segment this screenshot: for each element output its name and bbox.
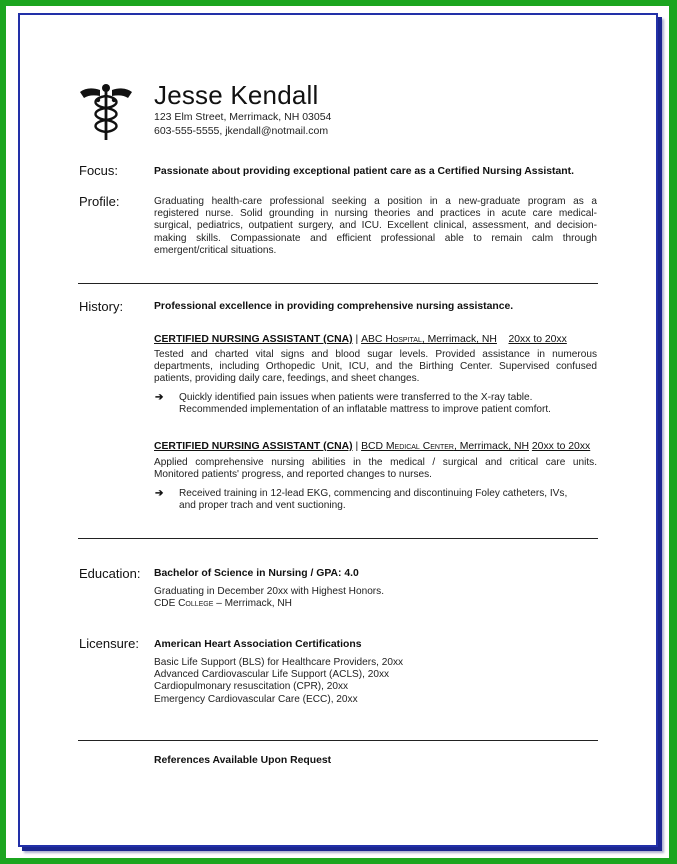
- job-separator: |: [352, 334, 362, 345]
- job-dates: 20xx to 20xx: [531, 441, 591, 452]
- job-dates: 20xx to 20xx: [508, 334, 567, 345]
- job-line: departments, including Orthopedic Unit, ICU, and the Birthing Center. Supervised confused: [154, 361, 597, 373]
- bullet-line: and proper trach and vent suctioning.: [179, 500, 346, 512]
- profile-line: surgical, pediatrics, outpatient surgery, and ICU. Excellent clinical, assessment, and decision-: [154, 220, 597, 232]
- job-description: [154, 457, 597, 481]
- profile-text: [154, 196, 597, 257]
- certification-item: Advanced Cardiovascular Life Support (ACLS), 20xx: [154, 669, 390, 681]
- job-heading: [154, 334, 567, 345]
- job-description: [154, 349, 597, 386]
- employer-location: , Merrimack, NH: [453, 441, 529, 452]
- job-line: patients, providing daily care, feedings, and sheet changes.: [154, 373, 420, 385]
- focus-text: Passionate about providing exceptional patient care as a Certified Nursing Assistant.: [154, 166, 574, 177]
- employer-location: , Merrimack, NH: [421, 334, 497, 345]
- job-line: Tested and charted vital signs and blood sugar levels. Provided assistance in numerous: [154, 349, 597, 360]
- licensure-heading: American Heart Association Certifications: [154, 639, 362, 650]
- school-name: CDE College: [154, 598, 214, 610]
- section-divider: [78, 538, 598, 539]
- focus-label: Focus:: [79, 163, 119, 178]
- profile-line: registered nurse. Solid grounding in nursing theories and practices in acute care medical-: [154, 208, 597, 220]
- profile-line: emergent/critical situations.: [154, 244, 277, 256]
- job-separator: |: [352, 441, 362, 452]
- profile-line: Graduating health-care professional seeking a position in a new-graduate program as a: [154, 196, 597, 207]
- licensure-label: Licensure:: [79, 636, 139, 651]
- school-line: [154, 598, 384, 610]
- employer-name: BCD Medical Center: [361, 441, 454, 452]
- caduceus-icon: [78, 78, 134, 142]
- job-bullet: [179, 392, 551, 416]
- job-title: CERTIFIED NURSING ASSISTANT (CNA): [154, 441, 353, 452]
- address: 123 Elm Street, Merrimack, NH 03054: [154, 111, 332, 123]
- profile-label: Profile:: [79, 194, 120, 209]
- bullet-line: Received training in 12-lead EKG, commencing and discontinuing Foley catheters, IVs,: [179, 488, 568, 499]
- candidate-name: Jesse Kendall: [154, 80, 319, 110]
- job-bullet: [179, 488, 567, 512]
- profile-line: making skills. Compassionate and efficient professional able to remain calm through: [154, 232, 597, 244]
- degree: Bachelor of Science in Nursing / GPA: 4.0: [154, 568, 359, 579]
- certification-item: Cardiopulmonary resuscitation (CPR), 20xx: [154, 681, 349, 693]
- certification-item: Emergency Cardiovascular Care (ECC), 20xx: [154, 693, 358, 705]
- section-divider: [78, 283, 598, 284]
- arrow-bullet-icon: ➔: [155, 392, 164, 403]
- job-heading: [154, 441, 590, 452]
- contact-block: [154, 110, 331, 138]
- history-summary: Professional excellence in providing comprehensive nursing assistance.: [154, 301, 514, 312]
- bullet-line: Recommended implementation of an inflatable mattress to improve patient comfort.: [179, 404, 551, 416]
- section-divider: [78, 740, 598, 741]
- employer-name: ABC Hospital: [361, 334, 422, 345]
- phone-email: 603-555-5555, jkendall@notmail.com: [154, 125, 329, 137]
- graduation-line: Graduating in December 20xx with Highest Honors.: [154, 586, 385, 597]
- arrow-bullet-icon: ➔: [155, 488, 164, 499]
- history-label: History:: [79, 299, 124, 314]
- job-line: Applied comprehensive nursing abilities in the medical / surgical and critical care units.: [154, 457, 597, 468]
- bullet-line: Quickly identified pain issues when patients were transferred to the X-ray table.: [179, 392, 533, 403]
- job-line: Monitored patients' progress, and reported changes to nurses.: [154, 469, 432, 481]
- education-label: Education:: [79, 566, 141, 581]
- certification-list: [154, 657, 403, 706]
- education-details: [154, 586, 384, 610]
- job-title: CERTIFIED NURSING ASSISTANT (CNA): [154, 334, 353, 345]
- school-location: – Merrimack, NH: [213, 598, 292, 610]
- certification-item: Basic Life Support (BLS) for Healthcare Providers, 20xx: [154, 657, 404, 668]
- references-note: References Available Upon Request: [154, 755, 332, 766]
